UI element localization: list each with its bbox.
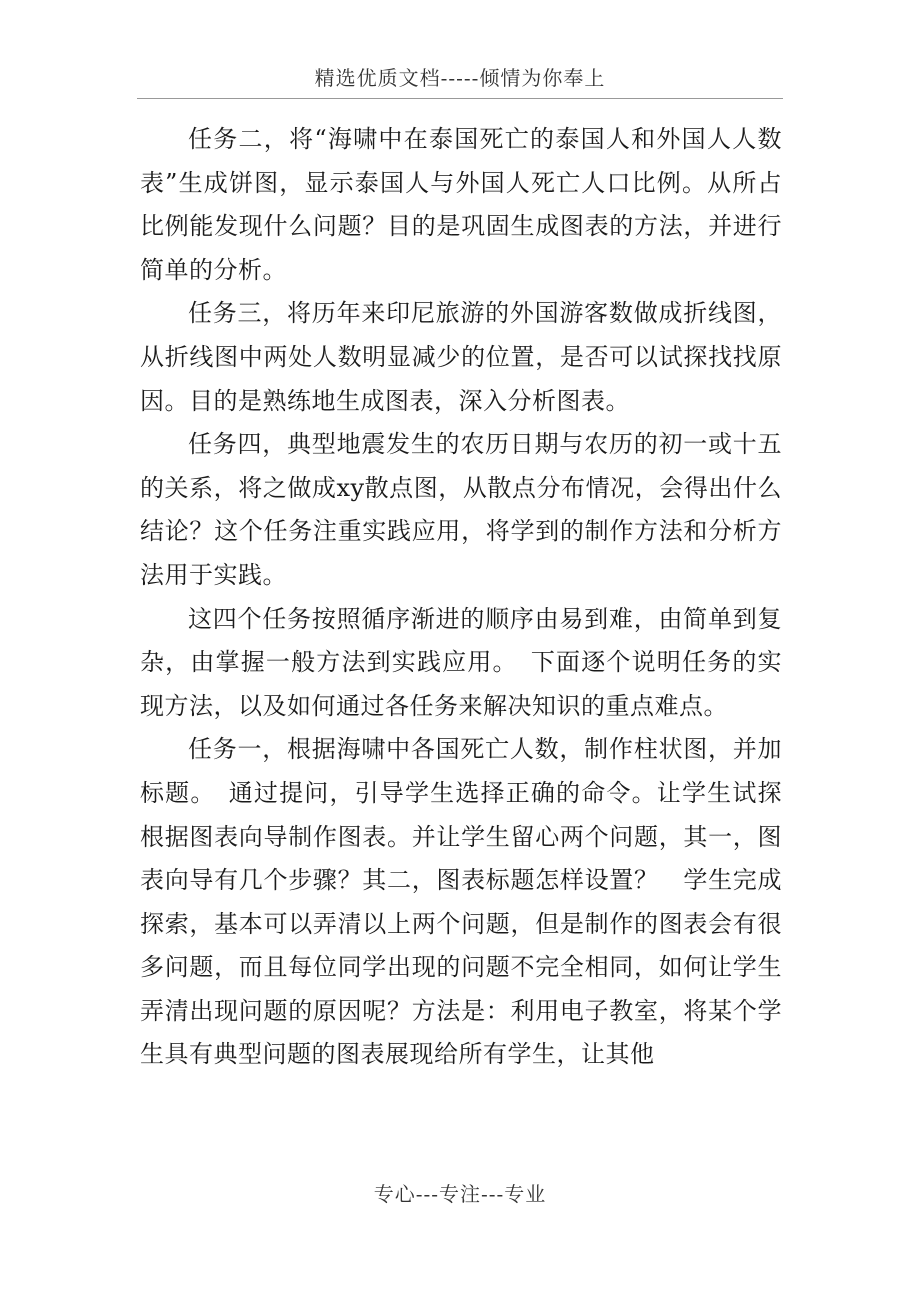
paragraph-task-two: 任务二，将“海啸中在泰国死亡的泰国人和外国人人数表”生成饼图，显示泰国人与外国人死亡人口比例。从所占比例能发现什么问题？目的是巩固生成图表的方法，并进行简单的分析。 [140,125,782,284]
header-divider [137,98,783,99]
paragraph-task-three: 任务三，将历年来印尼旅游的外国游客数做成折线图，从折线图中两处人数明显减少的位置，是否可以试探找找原因。目的是熟练地生成图表，深入分析图表。 [140,299,782,415]
page-footer: 专心---专注---专业 [373,1182,547,1206]
paragraph-task-four: 任务四，典型地震发生的农历日期与农历的初一或十五的关系，将之做成xy散点图，从散点分布情况，会得出什么结论？这个任务注重实践应用，将学到的制作方法和分析方法用于实践。 [140,430,782,589]
paragraph-task-one: 任务一，根据海啸中各国死亡人数，制作柱状图，并加标题。 通过提问，引导学生选择正确的命令。让学生试探根据图表向导制作图表。并让学生留心两个问题，其一，图表向导有几个步骤？其二，图表标题怎样设置？ 学生完成探索，基本可以弄清以上两个问题，但是制作的图表会有很多问题，而且每位同学出现的问题不完全相同，如何让学生弄清出现问题的原因呢？方法是：利用电子教室，将某个学生具有典型问题的图表展现给所有学生，让其他 [140,735,782,1069]
paragraph-summary: 这四个任务按照循序渐进的顺序由易到难，由简单到复杂，由掌握一般方法到实践应用。 下面逐个说明任务的实现方法，以及如何通过各任务来解决知识的重点难点。 [140,604,782,720]
document-body [140,118,782,1077]
page-header: 精选优质文档-----倾情为你奉上 [314,66,606,90]
